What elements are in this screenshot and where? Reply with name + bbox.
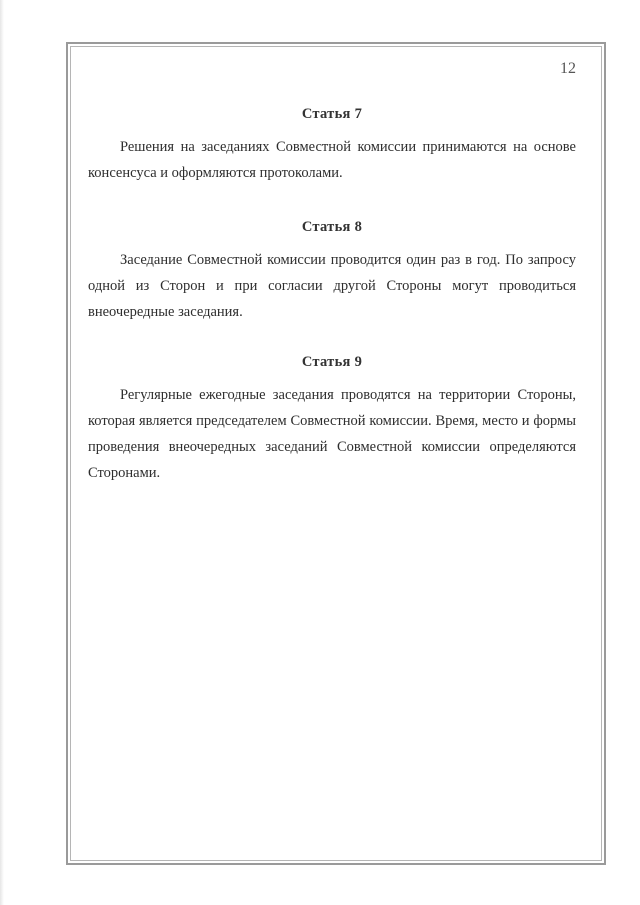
article-7 xyxy=(88,106,576,186)
article-title: Статья 8 xyxy=(301,219,363,235)
article-8 xyxy=(88,219,576,325)
article-9 xyxy=(88,354,576,486)
article-paragraph: Регулярные ежегодные заседания проводятся на территории Стороны, которая является председателем Совместной комиссии. Время, место и формы проведения внеочередных заседаний Совместной комиссии определяются Сторонами. xyxy=(88,387,576,481)
article-title: Статья 9 xyxy=(301,354,363,370)
page-number: 12 xyxy=(560,60,576,77)
article-paragraph: Заседание Совместной комиссии проводится один раз в год. По запросу одной из Сторон и при согласии другой Стороны могут проводиться внеочередные заседания. xyxy=(88,252,576,320)
article-paragraph: Решения на заседаниях Совместной комиссии принимаются на основе консенсуса и оформляются протоколами. xyxy=(88,139,576,181)
article-title: Статья 7 xyxy=(301,106,363,122)
scan-edge xyxy=(0,0,4,905)
